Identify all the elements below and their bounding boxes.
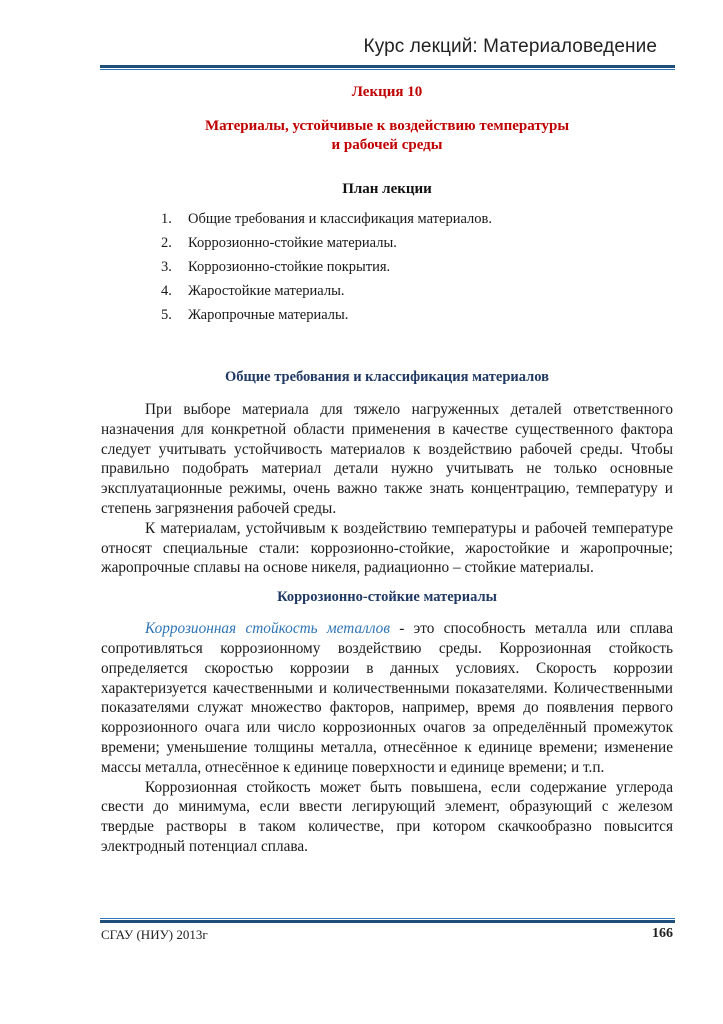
running-header-title: Курс лекций: Материаловедение	[363, 36, 657, 57]
paragraph: Коррозионная стойкость может быть повышена, если содержание углерода свести до минимума, если ввести легирующий элемент, образующий с железом твердые растворы в таком количестве, при котором скачкообразно повысится электродный потенциал сплава.	[101, 778, 673, 855]
section-heading-corrosion: Коррозионно-стойкие материалы	[277, 589, 497, 606]
plan-list	[101, 207, 673, 327]
term-corrosion-resistance: Коррозионная стойкость металлов	[145, 620, 390, 638]
plan-item-text: Общие требования и классификация материалов.	[188, 211, 492, 227]
lecture-number: Лекция 10	[351, 84, 423, 100]
plan-item-text: Жаростойкие материалы.	[188, 283, 345, 299]
plan-item-number: 1.	[161, 211, 172, 227]
paragraph: К материалам, устойчивым к воздействию температуры и рабочей температуре относят специальные стали: коррозионно-стойкие, жаростойкие и жаропрочные; жаропрочные сплавы на основе никеля, радиационно – стойкие материалы.	[101, 519, 673, 577]
lecture-title-line2: и рабочей среды	[331, 137, 443, 153]
header-rule	[100, 65, 675, 70]
plan-item	[101, 255, 673, 279]
page-number: 166	[652, 926, 673, 941]
plan-item-number: 2.	[161, 235, 172, 251]
plan-title: План лекции	[342, 181, 432, 197]
plan-item	[101, 279, 673, 303]
lecture-title-line1: Материалы, устойчивые к воздействию температуры	[204, 118, 570, 134]
page-content	[101, 80, 673, 857]
plan-item	[101, 231, 673, 255]
section-heading-general: Общие требования и классификация материалов	[225, 369, 549, 385]
plan-item-number: 3.	[161, 259, 172, 275]
paragraph: При выборе материала для тяжело нагруженных деталей ответственного назначения для конкретной области применения в качестве существенного фактора следует учитывать устойчивость материалов к воздействию рабочей среды. Чтобы правильно подобрать материал детали нужно учитывать не только основные эксплуатационные режимы, очень важно также знать концентрацию, температуру и степень загрязнения рабочей среды.	[101, 401, 673, 517]
plan-item-number: 5.	[161, 307, 172, 323]
plan-item-text: Коррозионно-стойкие материалы.	[188, 235, 397, 251]
plan-item-text: Жаропрочные материалы.	[188, 307, 349, 323]
definition-text: - это способность металла или сплава сопротивляться коррозионному воздействию среды. Коррозионная стойкость определяется скоростью коррозии в данных условиях. Скорость коррозии характеризуется качественными и количественными показателями. Количественными показателями служат множество факторов, например, время до появления первого коррозионного очага или число коррозионных очагов за определённый промежуток времени; уменьшение толщины металла, отнесённое к единице времени; изменение массы металла, отнесённое к единице поверхности и единице времени; и т.п.	[101, 620, 673, 776]
lecture-title	[101, 117, 673, 155]
plan-item-text: Коррозионно-стойкие покрытия.	[188, 259, 391, 275]
paragraph-definition	[101, 619, 673, 777]
plan-item	[101, 303, 673, 327]
plan-item	[101, 207, 673, 231]
footer-publisher: СГАУ (НИУ) 2013г	[101, 927, 208, 942]
footer-rule	[100, 918, 675, 923]
plan-item-number: 4.	[161, 283, 172, 299]
